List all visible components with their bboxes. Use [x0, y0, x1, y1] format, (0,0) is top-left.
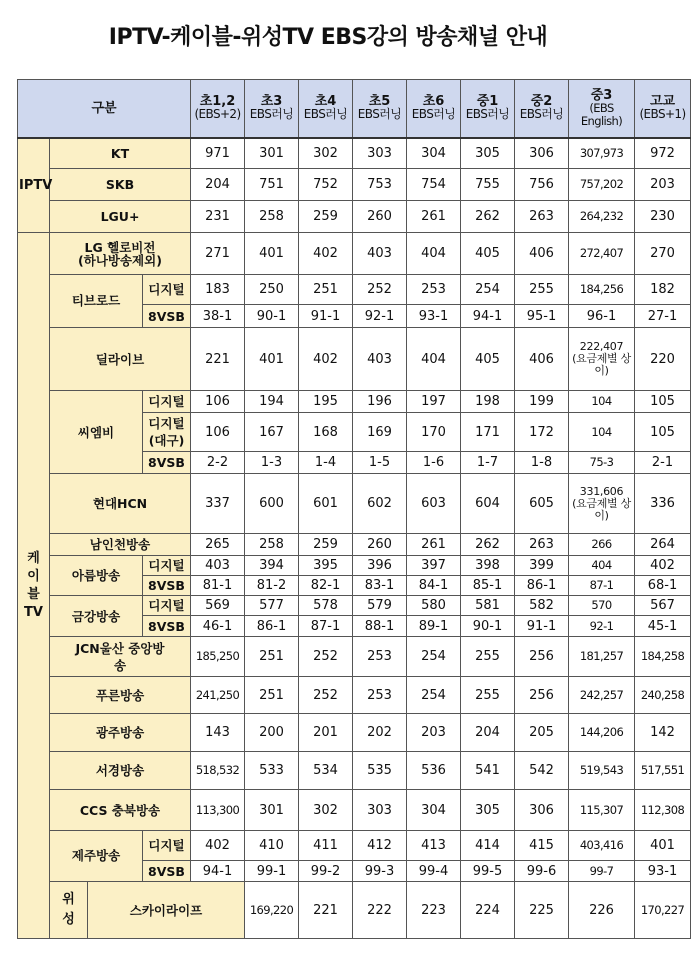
channel-number: 203	[635, 169, 691, 201]
channel-number: 415	[515, 831, 569, 861]
channel-number: 577	[245, 596, 299, 616]
channel-number: 205	[515, 714, 569, 752]
table-row	[18, 790, 691, 831]
table-row	[18, 596, 691, 616]
channel-number: 184,256	[569, 275, 635, 305]
sub-digital: 디지털	[143, 275, 191, 305]
channel-number: 104	[569, 391, 635, 413]
sub-digital: 디지털	[143, 831, 191, 861]
sub-8vsb: 8VSB	[143, 616, 191, 637]
channel-number: 167	[245, 413, 299, 452]
sub-8vsb: 8VSB	[143, 452, 191, 474]
channel-number: 519,543	[569, 752, 635, 790]
provider-ccs: CCS 충북방송	[50, 790, 191, 831]
channel-number: 517,551	[635, 752, 691, 790]
channel-number: 752	[299, 169, 353, 201]
channel-number: 169	[353, 413, 407, 452]
channel-number: 751	[245, 169, 299, 201]
channel-number: 307,973	[569, 138, 635, 169]
channel-number: 88-1	[353, 616, 407, 637]
channel-number: 183	[191, 275, 245, 305]
channel-number: 256	[515, 637, 569, 677]
channel-number: 86-1	[245, 616, 299, 637]
channel-number: 115,307	[569, 790, 635, 831]
channel-number: 255	[515, 275, 569, 305]
channel-number: 404	[569, 556, 635, 576]
header-col: 초4 EBS러닝	[299, 80, 353, 138]
channel-number: 75-3	[569, 452, 635, 474]
channel-number: 99-1	[245, 861, 299, 882]
channel-number: 265	[191, 534, 245, 556]
sub-digital-daegu: 디지털 (대구)	[143, 413, 191, 452]
provider-jcn: JCN울산 중앙방송	[50, 637, 191, 677]
channel-number: 402	[299, 233, 353, 275]
channel-number: 253	[353, 677, 407, 714]
channel-number: 27-1	[635, 305, 691, 328]
channel-number: 306	[515, 790, 569, 831]
channel-number: 570	[569, 596, 635, 616]
channel-number: 90-1	[245, 305, 299, 328]
channel-number: 203	[407, 714, 461, 752]
channel-number: 45-1	[635, 616, 691, 637]
channel-number: 971	[191, 138, 245, 169]
table-row	[18, 138, 691, 169]
channel-number: 405	[461, 328, 515, 391]
channel-number: 93-1	[407, 305, 461, 328]
channel-number: 194	[245, 391, 299, 413]
provider-hcn: 현대HCN	[50, 474, 191, 534]
channel-table	[17, 79, 691, 939]
provider-gwangju: 광주방송	[50, 714, 191, 752]
table-row	[18, 233, 691, 275]
channel-number: 251	[245, 677, 299, 714]
header-col: 초1,2 (EBS+2)	[191, 80, 245, 138]
category-iptv: IPTV	[18, 138, 50, 233]
channel-number: 182	[635, 275, 691, 305]
channel-number: 754	[407, 169, 461, 201]
channel-number: 405	[461, 233, 515, 275]
channel-number: 305	[461, 790, 515, 831]
channel-number: 533	[245, 752, 299, 790]
channel-number: 99-3	[353, 861, 407, 882]
channel-number: 518,532	[191, 752, 245, 790]
channel-number: 106	[191, 413, 245, 452]
table-row	[18, 275, 691, 305]
channel-number: 601	[299, 474, 353, 534]
channel-number: 753	[353, 169, 407, 201]
provider-seogyeong: 서경방송	[50, 752, 191, 790]
channel-number: 266	[569, 534, 635, 556]
channel-number: 567	[635, 596, 691, 616]
table-row	[18, 391, 691, 413]
channel-number: 604	[461, 474, 515, 534]
channel-number: 223	[407, 882, 461, 939]
channel-number: 602	[353, 474, 407, 534]
channel-number: 112,308	[635, 790, 691, 831]
channel-number: 169,220	[245, 882, 299, 939]
channel-number: 397	[407, 556, 461, 576]
table-row	[18, 752, 691, 790]
channel-number: 256	[515, 677, 569, 714]
channel-number: 755	[461, 169, 515, 201]
channel-number: 168	[299, 413, 353, 452]
channel-number: 756	[515, 169, 569, 201]
channel-number: 336	[635, 474, 691, 534]
sub-8vsb: 8VSB	[143, 861, 191, 882]
table-row	[18, 882, 691, 939]
channel-number: 404	[407, 328, 461, 391]
table-row	[18, 201, 691, 233]
sub-digital: 디지털	[143, 596, 191, 616]
channel-number: 89-1	[407, 616, 461, 637]
header-col: 초6 EBS러닝	[407, 80, 461, 138]
channel-number: 271	[191, 233, 245, 275]
header-col: 중2 EBS러닝	[515, 80, 569, 138]
channel-number: 241,250	[191, 677, 245, 714]
provider-skb: SKB	[50, 169, 191, 201]
sub-8vsb: 8VSB	[143, 576, 191, 596]
channel-number: 201	[299, 714, 353, 752]
provider-jeju: 제주방송	[50, 831, 143, 882]
channel-number: 1-6	[407, 452, 461, 474]
channel-number: 259	[299, 201, 353, 233]
provider-cnm: 씨엠비	[50, 391, 143, 474]
channel-number: 253	[407, 275, 461, 305]
table-row	[18, 637, 691, 677]
header-row	[18, 80, 691, 138]
category-cable: 케이블TV	[18, 233, 50, 939]
channel-number: 304	[407, 790, 461, 831]
table-row	[18, 556, 691, 576]
channel-number: 1-8	[515, 452, 569, 474]
category-satellite: 위성	[50, 882, 88, 939]
channel-number: 142	[635, 714, 691, 752]
channel-number: 1-3	[245, 452, 299, 474]
channel-number: 250	[245, 275, 299, 305]
channel-number: 91-1	[299, 305, 353, 328]
channel-number: 92-1	[353, 305, 407, 328]
channel-number: 406	[515, 328, 569, 391]
table-row	[18, 831, 691, 861]
channel-number: 270	[635, 233, 691, 275]
channel-number: 303	[353, 138, 407, 169]
channel-number: 1-5	[353, 452, 407, 474]
channel-number: 263	[515, 534, 569, 556]
table-row	[18, 328, 691, 391]
channel-number: 302	[299, 790, 353, 831]
channel-number: 90-1	[461, 616, 515, 637]
channel-number: 406	[515, 233, 569, 275]
channel-number: 262	[461, 201, 515, 233]
channel-number: 230	[635, 201, 691, 233]
channel-number: 403	[191, 556, 245, 576]
channel-number: 143	[191, 714, 245, 752]
channel-number: 578	[299, 596, 353, 616]
channel-number: 264	[635, 534, 691, 556]
channel-number: 414	[461, 831, 515, 861]
header-col: 고교 (EBS+1)	[635, 80, 691, 138]
channel-number: 185,250	[191, 637, 245, 677]
channel-number: 404	[407, 233, 461, 275]
channel-number: 541	[461, 752, 515, 790]
provider-lg-hellovision: LG 헬로비전 (하나방송제외)	[50, 233, 191, 275]
channel-number: 534	[299, 752, 353, 790]
sub-digital: 디지털	[143, 556, 191, 576]
channel-number: 394	[245, 556, 299, 576]
channel-number: 2-2	[191, 452, 245, 474]
channel-number: 170,227	[635, 882, 691, 939]
channel-number: 401	[245, 328, 299, 391]
channel-number: 395	[299, 556, 353, 576]
channel-number: 403	[353, 233, 407, 275]
channel-number: 337	[191, 474, 245, 534]
channel-number: 93-1	[635, 861, 691, 882]
provider-tbroad: 티브로드	[50, 275, 143, 328]
channel-number: 254	[407, 637, 461, 677]
channel-number: 96-1	[569, 305, 635, 328]
channel-number: 87-1	[569, 576, 635, 596]
channel-number: 226	[569, 882, 635, 939]
provider-lgu: LGU+	[50, 201, 191, 233]
provider-areum: 아름방송	[50, 556, 143, 596]
channel-number: 99-4	[407, 861, 461, 882]
channel-number: 1-7	[461, 452, 515, 474]
channel-number: 195	[299, 391, 353, 413]
channel-number: 581	[461, 596, 515, 616]
channel-number: 84-1	[407, 576, 461, 596]
channel-number: 251	[245, 637, 299, 677]
channel-number: 262	[461, 534, 515, 556]
page-title: IPTV-케이블-위성TV EBS강의 방송채널 안내	[108, 25, 548, 50]
channel-number: 1-4	[299, 452, 353, 474]
channel-number: 105	[635, 413, 691, 452]
channel-number: 603	[407, 474, 461, 534]
table-row	[18, 169, 691, 201]
provider-skylife: 스카이라이프	[88, 882, 245, 939]
channel-number: 402	[191, 831, 245, 861]
table-row	[18, 714, 691, 752]
channel-number: 303	[353, 790, 407, 831]
channel-number: 38-1	[191, 305, 245, 328]
channel-number: 272,407	[569, 233, 635, 275]
channel-number: 171	[461, 413, 515, 452]
channel-number: 536	[407, 752, 461, 790]
channel-number: 99-6	[515, 861, 569, 882]
channel-number: 411	[299, 831, 353, 861]
channel-number: 542	[515, 752, 569, 790]
channel-number: 204	[191, 169, 245, 201]
provider-pureun: 푸른방송	[50, 677, 191, 714]
channel-number: 301	[245, 138, 299, 169]
channel-number: 197	[407, 391, 461, 413]
channel-number: 580	[407, 596, 461, 616]
channel-number: 104	[569, 413, 635, 452]
sub-digital: 디지털	[143, 391, 191, 413]
channel-number: 99-2	[299, 861, 353, 882]
channel-number: 46-1	[191, 616, 245, 637]
channel-number: 306	[515, 138, 569, 169]
channel-number: 113,300	[191, 790, 245, 831]
channel-number: 231	[191, 201, 245, 233]
channel-number: 255	[461, 677, 515, 714]
channel-number: 198	[461, 391, 515, 413]
channel-number: 263	[515, 201, 569, 233]
channel-number: 81-2	[245, 576, 299, 596]
channel-number: 91-1	[515, 616, 569, 637]
channel-number: 252	[353, 275, 407, 305]
table-row	[18, 474, 691, 534]
channel-number: 972	[635, 138, 691, 169]
channel-number: 196	[353, 391, 407, 413]
channel-number: 99-7	[569, 861, 635, 882]
channel-number: 87-1	[299, 616, 353, 637]
channel-number: 221	[191, 328, 245, 391]
provider-dlive: 딜라이브	[50, 328, 191, 391]
provider-geumgang: 금강방송	[50, 596, 143, 637]
channel-number: 85-1	[461, 576, 515, 596]
header-category: 구분	[18, 80, 191, 138]
channel-number: 403,416	[569, 831, 635, 861]
channel-number: 221	[299, 882, 353, 939]
channel-number: 242,257	[569, 677, 635, 714]
channel-number: 302	[299, 138, 353, 169]
channel-number: 170	[407, 413, 461, 452]
channel-number: 260	[353, 534, 407, 556]
provider-kt: KT	[50, 138, 191, 169]
channel-number: 252	[299, 677, 353, 714]
channel-number: 582	[515, 596, 569, 616]
channel-number: 94-1	[461, 305, 515, 328]
channel-number: 222,407 (요금제별 상이)	[569, 328, 635, 391]
channel-number: 402	[299, 328, 353, 391]
channel-number: 68-1	[635, 576, 691, 596]
channel-number: 264,232	[569, 201, 635, 233]
channel-number: 2-1	[635, 452, 691, 474]
channel-number: 251	[299, 275, 353, 305]
channel-number: 83-1	[353, 576, 407, 596]
channel-number: 255	[461, 637, 515, 677]
table-row	[18, 677, 691, 714]
channel-number: 252	[299, 637, 353, 677]
channel-number: 399	[515, 556, 569, 576]
channel-number: 86-1	[515, 576, 569, 596]
channel-number: 225	[515, 882, 569, 939]
channel-number: 401	[245, 233, 299, 275]
channel-number: 398	[461, 556, 515, 576]
channel-number: 331,606 (요금제별 상이)	[569, 474, 635, 534]
channel-number: 401	[635, 831, 691, 861]
channel-number: 410	[245, 831, 299, 861]
channel-number: 600	[245, 474, 299, 534]
channel-number: 254	[461, 275, 515, 305]
channel-number: 304	[407, 138, 461, 169]
channel-number: 259	[299, 534, 353, 556]
channel-number: 757,202	[569, 169, 635, 201]
channel-number: 200	[245, 714, 299, 752]
table-row	[18, 534, 691, 556]
channel-number: 253	[353, 637, 407, 677]
channel-number: 569	[191, 596, 245, 616]
channel-number: 396	[353, 556, 407, 576]
channel-number: 261	[407, 201, 461, 233]
sub-8vsb: 8VSB	[143, 305, 191, 328]
channel-number: 222	[353, 882, 407, 939]
channel-number: 258	[245, 534, 299, 556]
channel-number: 260	[353, 201, 407, 233]
channel-number: 258	[245, 201, 299, 233]
channel-number: 605	[515, 474, 569, 534]
channel-number: 224	[461, 882, 515, 939]
channel-number: 172	[515, 413, 569, 452]
header-col: 중1 EBS러닝	[461, 80, 515, 138]
channel-number: 106	[191, 391, 245, 413]
provider-namincheon: 남인천방송	[50, 534, 191, 556]
header-col: 초3 EBS러닝	[245, 80, 299, 138]
channel-number: 181,257	[569, 637, 635, 677]
channel-number: 202	[353, 714, 407, 752]
channel-number: 220	[635, 328, 691, 391]
channel-number: 81-1	[191, 576, 245, 596]
channel-number: 254	[407, 677, 461, 714]
channel-number: 94-1	[191, 861, 245, 882]
channel-number: 413	[407, 831, 461, 861]
channel-number: 301	[245, 790, 299, 831]
channel-number: 240,258	[635, 677, 691, 714]
channel-number: 402	[635, 556, 691, 576]
channel-number: 144,206	[569, 714, 635, 752]
channel-number: 305	[461, 138, 515, 169]
channel-number: 579	[353, 596, 407, 616]
channel-number: 199	[515, 391, 569, 413]
channel-number: 535	[353, 752, 407, 790]
header-col: 중3 (EBS English)	[569, 80, 635, 138]
channel-number: 403	[353, 328, 407, 391]
channel-number: 99-5	[461, 861, 515, 882]
channel-number: 204	[461, 714, 515, 752]
channel-number: 82-1	[299, 576, 353, 596]
header-col: 초5 EBS러닝	[353, 80, 407, 138]
channel-number: 412	[353, 831, 407, 861]
channel-number: 92-1	[569, 616, 635, 637]
channel-number: 105	[635, 391, 691, 413]
channel-number: 184,258	[635, 637, 691, 677]
channel-number: 95-1	[515, 305, 569, 328]
channel-number: 261	[407, 534, 461, 556]
